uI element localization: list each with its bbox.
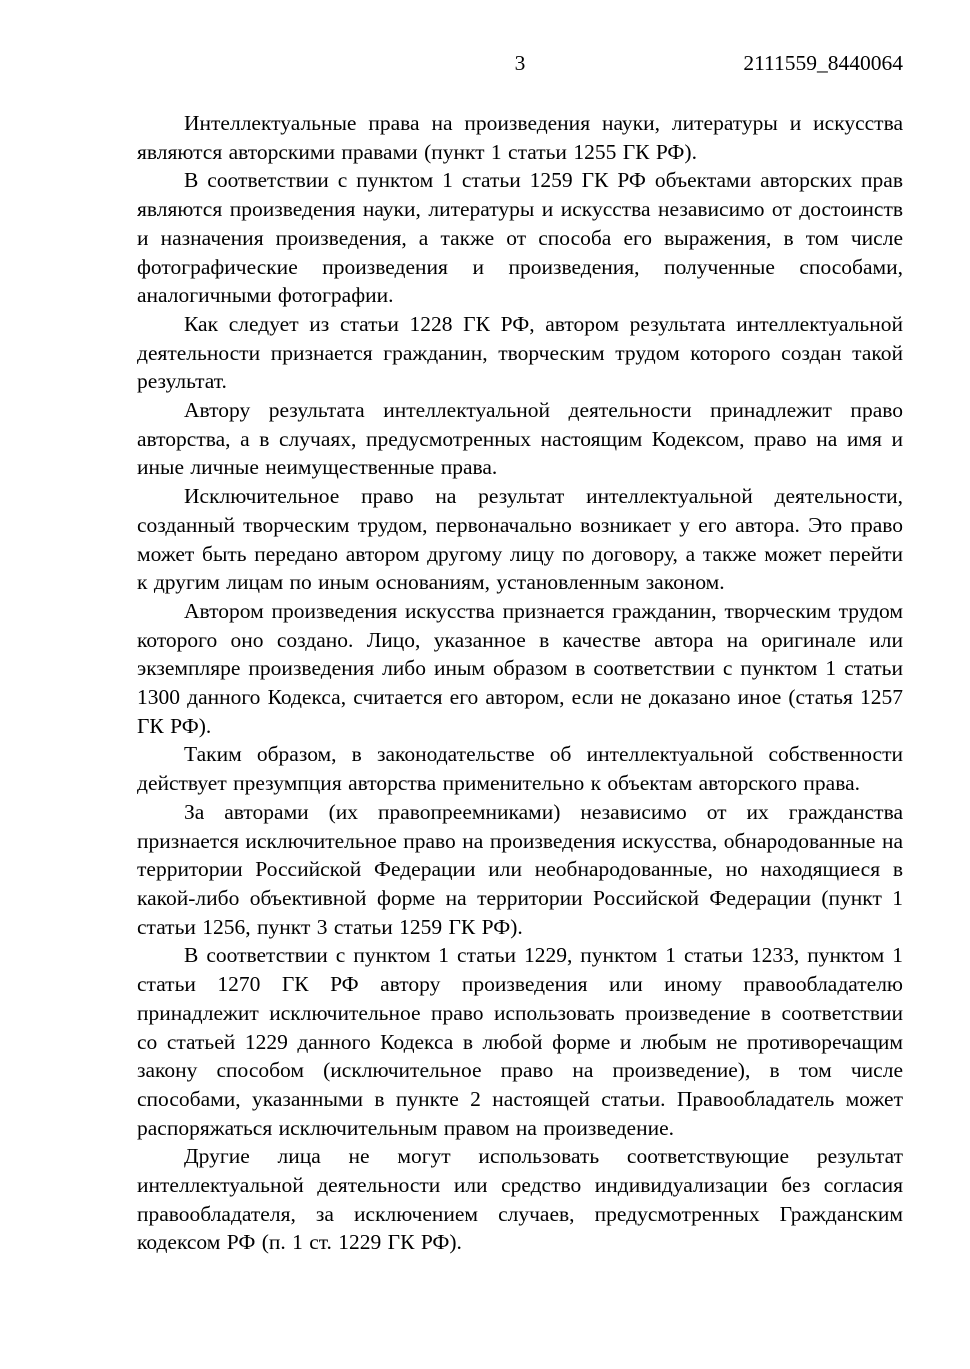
document-id: 2111559_8440064 xyxy=(743,51,903,75)
paragraph: В соответствии с пунктом 1 статьи 1259 ГК РФ объектами авторских прав являются произведения науки, литературы и искусства независимо от достоинств и назначения произведения, а также от способа его выражения, в том числе фотографические произведения и произведения, полученные способами, аналогичными фотографии. xyxy=(137,168,903,308)
paragraph: В соответствии с пунктом 1 статьи 1229, пунктом 1 статьи 1233, пунктом 1 статьи 1270 ГК РФ автору произведения или иному правообладателю принадлежит исключительное право использовать произведение в соответствии со статьей 1229 данного Кодекса в любой форме и любым не противоречащим закону способом (исключительное право на произведение), в том числе способами, указанными в пункте 2 настоящей статьи. Правообладатель может распоряжаться исключительным правом на произведение. xyxy=(137,943,903,1140)
paragraph: Интеллектуальные права на произведения науки, литературы и искусства являются авторскими правами (пункт 1 статьи 1255 ГК РФ). xyxy=(137,111,903,164)
page-header xyxy=(137,50,903,76)
paragraph: Исключительное право на результат интеллектуальной деятельности, созданный творческим трудом, первоначально возникает у его автора. Это право может быть передано автором другому лицу по договору, а также может перейти к другим лицам по иным основаниям, установленным законом. xyxy=(137,484,903,595)
page-number: 3 xyxy=(514,51,526,75)
paragraph: Другие лица не могут использовать соответствующие результат интеллектуальной деятельности или средство индивидуализации без согласия правообладателя, за исключением случаев, предусмотренных Гражданским кодексом РФ (п. 1 ст. 1229 ГК РФ). xyxy=(137,1144,903,1255)
paragraph: Автором произведения искусства признается гражданин, творческим трудом которого оно создано. Лицо, указанное в качестве автора на оригинале или экземпляре произведения либо иным образом в соответствии с пунктом 1 статьи 1300 данного Кодекса, считается его автором, если не доказано иное (статья 1257 ГК РФ). xyxy=(137,598,903,738)
document-body xyxy=(137,109,903,1257)
paragraph: Таким образом, в законодательстве об интеллектуальной собственности действует презумпция авторства применительно к объектам авторского права. xyxy=(137,742,903,796)
paragraph: Автору результата интеллектуальной деятельности принадлежит право авторства, а в случаях, предусмотренных настоящим Кодексом, право на имя и иные личные неимущественные права. xyxy=(137,398,903,480)
paragraph: За авторами (их правопреемниками) независимо от их гражданства признается исключительное право на произведения искусства, обнародованные на территории Российской Федерации или необнародованные, но находящиеся в какой-либо объективной форме на территории Российской Федерации (пункт 1 статьи 1256, пункт 3 статьи 1259 ГК РФ). xyxy=(137,799,903,939)
paragraph: Как следует из статьи 1228 ГК РФ, автором результата интеллектуальной деятельности признается гражданин, творческим трудом которого создан такой результат. xyxy=(137,311,903,394)
